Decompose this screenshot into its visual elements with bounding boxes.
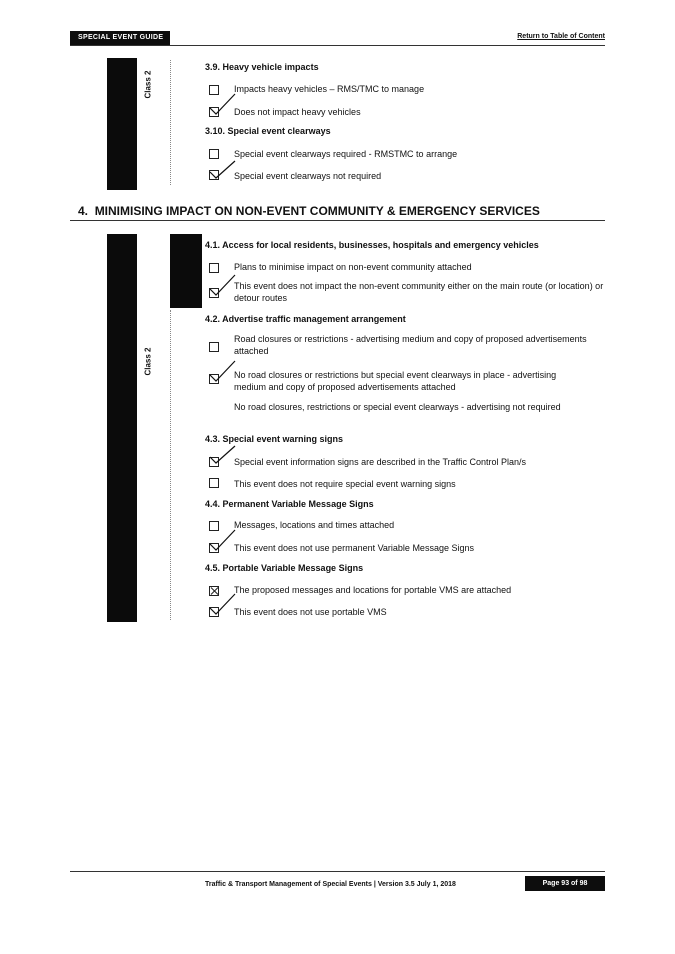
header-rule	[70, 45, 605, 46]
heading-4-2: 4.2. Advertise traffic management arrangement	[205, 314, 406, 324]
option-4-5-b: This event does not use portable VMS	[234, 607, 387, 617]
option-4-5-a: The proposed messages and locations for portable VMS are attached	[234, 585, 512, 595]
option-4-1-a: Plans to minimise impact on non-event community attached	[234, 262, 472, 272]
class-label-section3: Class 2	[143, 70, 153, 99]
option-3-9-b: Does not impact heavy vehicles	[234, 107, 361, 117]
tick-icon	[207, 443, 237, 467]
heading-4-5: 4.5. Portable Variable Message Signs	[205, 563, 364, 573]
heading-3-9: 3.9. Heavy vehicle impacts	[205, 62, 319, 72]
heading-4-3: 4.3. Special event warning signs	[205, 434, 344, 444]
class-bar-section4	[107, 234, 137, 622]
option-4-3-b: This event does not require special event warning signs	[234, 479, 456, 489]
footer-page-number: Page 93 of 98	[525, 876, 605, 891]
option-4-1-b: This event does not impact the non-event community either on the main route (or location) or detour routes	[234, 281, 604, 303]
heading-3-10: 3.10. Special event clearways	[205, 126, 331, 136]
checkbox-4-3-b[interactable]	[209, 478, 219, 488]
tick-icon	[207, 591, 237, 617]
section-4-number: 4.	[78, 204, 89, 218]
divider-dots	[170, 310, 171, 620]
tick-icon	[207, 158, 237, 182]
option-4-3-a: Special event information signs are described in the Traffic Control Plan/s	[234, 457, 526, 467]
heading-4-4: 4.4. Permanent Variable Message Signs	[205, 499, 374, 509]
option-4-2-b: No road closures or restrictions but special event clearways in place - advertising medium and copy of proposed advertisements attached	[234, 370, 557, 392]
section-4-title-text: MINIMISING IMPACT ON NON-EVENT COMMUNITY & EMERGENCY SERVICES	[94, 204, 540, 218]
heading-4-1: 4.1. Access for local residents, businesses, hospitals and emergency vehicles	[205, 240, 539, 250]
option-4-2-c: No road closures, restrictions or special event clearways - advertising not required	[234, 402, 561, 412]
option-4-2-a: Road closures or restrictions - advertising medium and copy of proposed advertisements attached	[234, 334, 587, 356]
option-4-4-b: This event does not use permanent Variable Message Signs	[234, 543, 474, 553]
divider-dots	[170, 60, 171, 185]
section-4-rule	[70, 220, 605, 221]
footer-doc-info: Traffic & Transport Management of Special Events | Version 3.5 July 1, 2018	[205, 881, 456, 888]
highlight-bar-4-1	[170, 234, 202, 308]
option-3-9-a: Impacts heavy vehicles – RMS/TMC to manage	[234, 84, 425, 94]
checkbox-4-2-a[interactable]	[209, 342, 219, 352]
tick-icon	[207, 358, 237, 384]
class-label-section4: Class 2	[143, 347, 153, 376]
footer-rule	[70, 871, 605, 872]
class-bar-section3	[107, 58, 137, 190]
guide-label: SPECIAL EVENT GUIDE	[70, 31, 170, 45]
option-3-10-b: Special event clearways not required	[234, 171, 382, 181]
return-to-toc-link[interactable]: Return to Table of Content	[517, 33, 605, 40]
option-3-10-a: Special event clearways required - RMSTMC to arrange	[234, 149, 458, 159]
option-4-4-a: Messages, locations and times attached	[234, 520, 395, 530]
tick-icon	[207, 527, 237, 553]
tick-icon	[207, 91, 237, 117]
tick-icon	[207, 272, 237, 298]
section-4-title	[78, 204, 540, 218]
